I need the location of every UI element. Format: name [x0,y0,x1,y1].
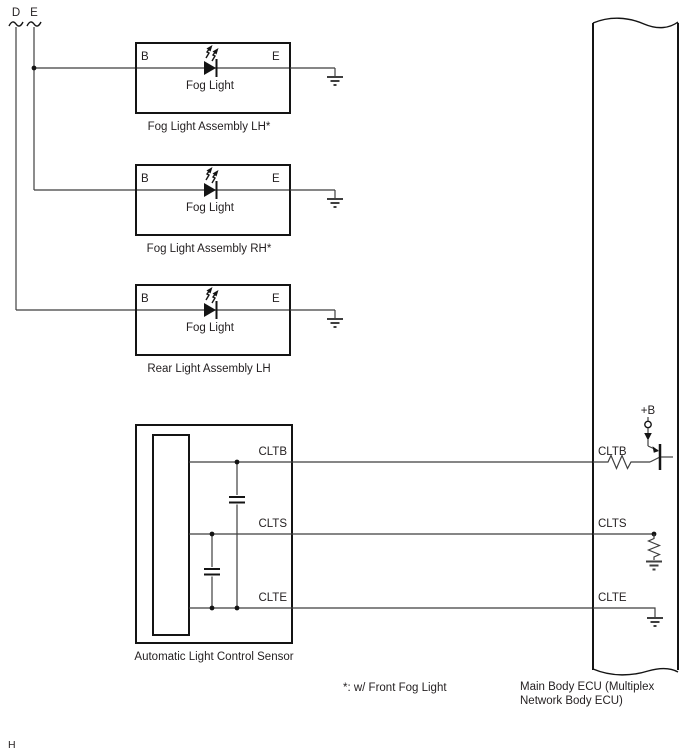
automatic-light-control-sensor [134,425,593,663]
led-icon [204,167,219,199]
assembly-caption: Rear Light Assembly LH [147,363,271,375]
assembly-caption: Fog Light Assembly RH* [146,243,272,255]
fog-light-assembly-lh [136,43,343,133]
sensor-caption: Automatic Light Control Sensor [134,651,294,663]
clte-circuit [593,608,663,626]
component-box [136,165,290,235]
transistor-icon [648,444,673,470]
junction-dot [235,460,240,465]
ecu-caption-line2: Network Body ECU) [520,695,623,707]
terminal-b-label: B [141,173,149,185]
connector-d [9,7,136,310]
ecu-bottom-break [593,668,678,674]
led-icon [204,287,219,319]
junction-dot [235,606,240,611]
break-mark-icon [9,22,23,26]
ground-icon [646,562,662,570]
power-label: +B [640,405,656,417]
junction-dot [210,606,215,611]
power-feed [641,405,656,446]
junction-dot [210,532,215,537]
component-box [136,285,290,355]
ecu-pin-cltb-label: CLTB [598,446,627,458]
main-body-ecu [520,18,678,707]
ecu-top-break [593,18,678,27]
terminal-e-label: E [272,173,280,185]
ground-icon [327,310,343,327]
led-icon [204,45,219,77]
break-mark-icon [27,22,41,26]
cltb-circuit [593,405,673,470]
terminal-b-label: B [141,293,149,305]
sensor-element [153,435,189,635]
sensor-pin-clts-label: CLTS [258,518,287,530]
sensor-pin-clte-label: CLTE [258,592,287,604]
assembly-caption: Fog Light Assembly LH* [147,121,271,133]
capacitor-icon [229,462,245,608]
connector-e [27,7,136,190]
ecu-caption-line1: Main Body ECU (Multiplex [520,681,655,693]
junction-dot [32,66,37,71]
fog-light-assembly-rh [136,165,343,255]
component-label: Fog Light [186,80,234,92]
clts-circuit [593,532,662,570]
capacitor-icon [204,534,220,608]
ground-icon [327,190,343,207]
ecu-pin-clte-label: CLTE [598,592,627,604]
rear-light-assembly-lh [136,285,343,375]
page-ref: H [8,739,16,751]
arrow-down-icon [644,433,652,441]
component-label: Fog Light [186,202,234,214]
footnote: *: w/ Front Fog Light [343,682,447,694]
ground-icon [327,68,343,85]
terminal-b-label: B [141,51,149,63]
connector-e-label: E [30,7,38,19]
component-label: Fog Light [186,322,234,334]
ecu-pin-clts-label: CLTS [598,518,627,530]
component-box [136,43,290,113]
ground-icon [647,618,663,626]
resistor-icon [649,534,660,560]
connector-d-label: D [11,7,21,19]
sensor-pin-cltb-label: CLTB [258,446,287,458]
terminal-e-label: E [272,51,280,63]
terminal-circle-icon [645,421,651,427]
terminal-e-label: E [272,293,280,305]
